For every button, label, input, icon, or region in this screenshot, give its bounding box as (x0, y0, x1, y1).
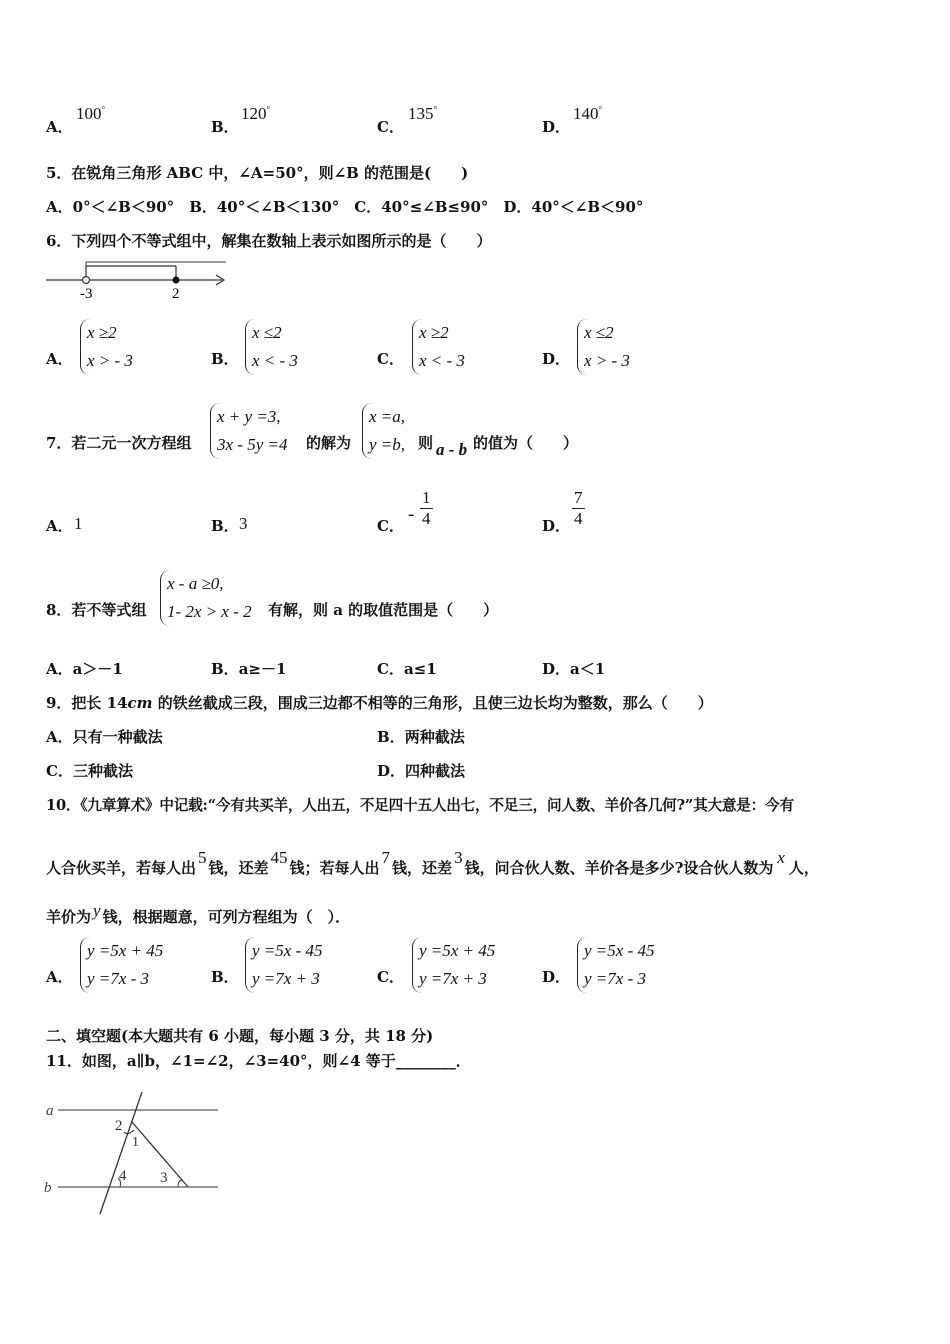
q4-option-d-value: 140° (573, 104, 603, 123)
q10-option-d-system: y =5x - 45 y =7x - 3 (577, 937, 654, 993)
label-angle-2: 2 (115, 1118, 123, 1134)
label-a: a (46, 1103, 54, 1119)
q10-option-d-label: D． (542, 968, 571, 986)
q7-suffix: 的值为（ ） (473, 434, 579, 452)
q4-option-c-label: C． (377, 118, 404, 136)
q10-option-a-label: A． (46, 968, 73, 986)
q11-figure (40, 1092, 230, 1222)
q9-option-b: B．两种截法 (377, 728, 465, 746)
q10-option-a-system: y =5x + 45 y =7x - 3 (80, 937, 163, 993)
q10-line1: 10．《九章算术》中记载:“今有共买羊，人出五，不足四十五人出七，不足三，问人数、羊价各几何?”其大意是：今有 (46, 797, 794, 814)
q6-option-b-system: x ≤2 x < - 3 (245, 319, 298, 375)
q10-line3: 羊价为 y 钱，根据题意，可列方程组为（ ）． (46, 901, 351, 926)
q4-option-b-label: B． (211, 118, 239, 136)
q6-option-d-system: x ≤2 x > - 3 (577, 319, 630, 375)
q7-option-c-sign: - (408, 504, 415, 525)
q6-option-c-system: x ≥2 x < - 3 (412, 319, 465, 375)
label-angle-3: 3 (160, 1170, 168, 1186)
q7-option-a-label: A． (46, 517, 73, 535)
q6-option-c-label: C． (377, 350, 404, 368)
q8-suffix: 有解，则 a 的取值范围是（ ） (268, 601, 499, 619)
q7-prefix: 7．若二元一次方程组 (46, 434, 192, 452)
q10-option-b-system: y =5x - 45 y =7x + 3 (245, 937, 322, 993)
axis-label-neg3: -3 (80, 286, 93, 302)
q6-stem: 6．下列四个不等式组中，解集在数轴上表示如图所示的是（ ） (46, 232, 492, 250)
q6-option-a-label: A． (46, 350, 73, 368)
q8-option-b: B．a≥－1 (211, 660, 287, 678)
q4-option-b-value: 120° (241, 104, 271, 123)
q9-option-d: D．四种截法 (377, 762, 466, 780)
q7-option-b-value: 3 (239, 514, 248, 533)
axis-label-2: 2 (172, 286, 180, 302)
q7-option-c-label: C． (377, 517, 404, 535)
q9-stem: 9．把长 14cm 的铁丝截成三段，围成三边都不相等的三角形，且使三边长均为整数，那么（ ） (46, 694, 713, 712)
q7-option-a-value: 1 (74, 514, 83, 533)
q8-option-c: C．a≤1 (377, 660, 437, 678)
q4-option-a-label: A． (46, 118, 73, 136)
q7-expr: a - b (436, 440, 468, 459)
q9-option-c: C．三种截法 (46, 762, 133, 780)
q10-option-c-label: C． (377, 968, 404, 986)
q7-system-2: x =a, y =b, (362, 403, 405, 459)
q8-option-d: D．a＜1 (542, 660, 606, 678)
q4-option-a-value: 100° (76, 104, 106, 123)
q6-option-b-label: B． (211, 350, 239, 368)
label-b: b (44, 1180, 52, 1196)
q11-stem: 11．如图，a∥b，∠1=∠2，∠3=40°，则∠4 等于________． (46, 1052, 471, 1070)
q10-option-b-label: B． (211, 968, 239, 986)
q8-option-a: A．a＞－1 (46, 660, 123, 678)
q6-option-d-label: D． (542, 350, 571, 368)
section-2-heading: 二、填空题(本大题共有 6 小题，每小题 3 分，共 18 分) (46, 1027, 434, 1045)
q6-option-a-system: x ≥2 x > - 3 (80, 319, 133, 375)
q10-line2: 人合伙买羊，若每人出5钱，还差45钱；若每人出7钱，还差3钱，问合伙人数、羊价各是多少?设合伙人数为x人， (46, 848, 819, 877)
q7-option-c-fraction: $\frac{1}{4}$ (422, 488, 431, 528)
q7-mid: 的解为 (306, 434, 352, 452)
q5-stem: 5．在锐角三角形 ABC 中，∠A=50°，则∠B 的范围是( ) (46, 164, 469, 182)
q8-prefix: 8．若不等式组 (46, 601, 147, 619)
closed-point (173, 277, 180, 284)
q7-option-d-label: D． (542, 517, 571, 535)
q10-option-c-system: y =5x + 45 y =7x + 3 (412, 937, 495, 993)
open-point (83, 277, 90, 284)
label-angle-1: 1 (132, 1135, 139, 1150)
q4-option-c-value: 135° (408, 104, 438, 123)
q6-number-line (44, 258, 234, 304)
q7-system-1: x + y =3, 3x - 5y =4 (210, 403, 287, 459)
q9-option-a: A．只有一种截法 (46, 728, 163, 746)
q4-option-d-label: D． (542, 118, 571, 136)
q7-option-d-fraction: $\frac{7}{4}$ (574, 488, 583, 528)
q7-then: 则 (418, 434, 434, 452)
q5-options: A．0°＜∠B＜90° B．40°＜∠B＜130° C．40°≤∠B≤90° D．40°＜∠B＜90° (46, 198, 644, 216)
q8-system: x - a ≥0, 1- 2x > x - 2 (160, 570, 252, 626)
label-angle-4: 4 (119, 1168, 127, 1184)
q7-option-b-label: B． (211, 517, 239, 535)
